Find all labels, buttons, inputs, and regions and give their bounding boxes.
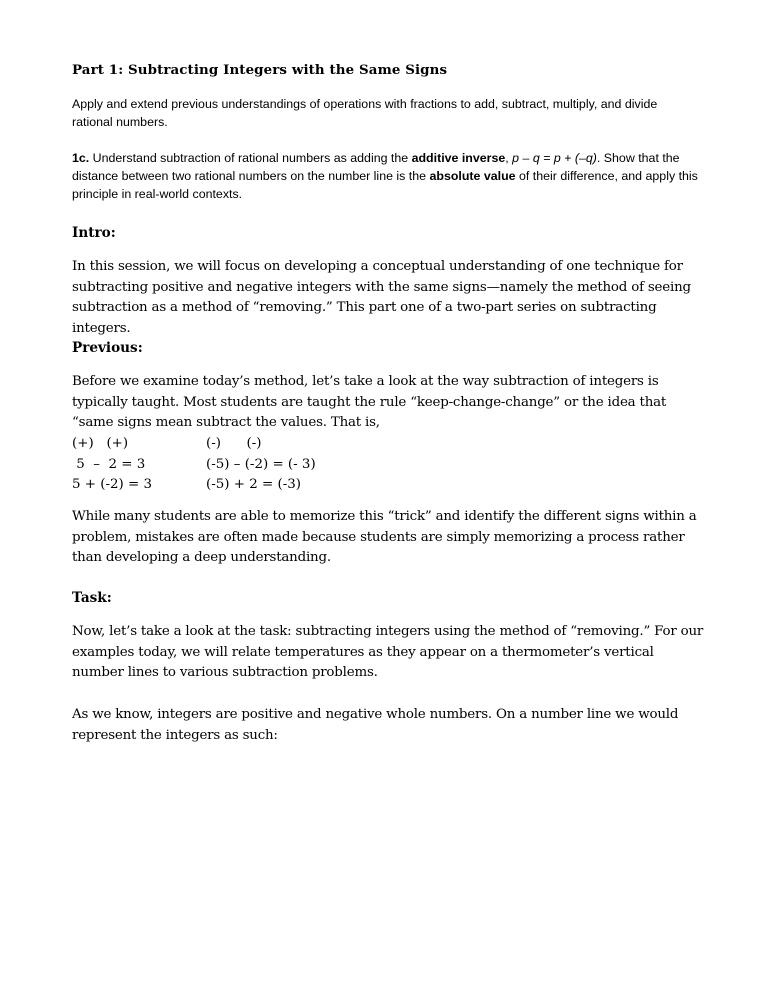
standard-block	[72, 149, 702, 203]
standard-code: 1c.	[72, 151, 90, 165]
term-additive-inverse: additive inverse	[411, 151, 506, 165]
standard-intro-text: Apply and extend previous understandings of operations with fractions to add, subtract, multiply, and divide rational numbers.	[72, 97, 658, 129]
task-body-1: Now, let’s take a look at the task: subtracting integers using the method of “removing.” For our examples today, we will relate temperatures as they appear on a thermometer’s vertical number lines to various subtraction problems.	[72, 624, 704, 680]
example-same-signs-negative	[206, 434, 316, 496]
task-body-2-wrap	[72, 705, 704, 746]
example-right-line-3: (-5) + 2 = (-3)	[206, 477, 301, 492]
standard-text-d: of their difference, and apply this principle in real-world contexts.	[72, 169, 698, 201]
intro-section	[72, 225, 712, 241]
example-same-signs-positive	[72, 434, 152, 496]
previous-after-wrap	[72, 507, 704, 569]
example-left-line-1: (+) (+)	[72, 436, 129, 451]
previous-heading: Previous:	[72, 340, 143, 356]
task-section	[72, 590, 712, 606]
task-heading: Task:	[72, 590, 112, 606]
standard-intro	[72, 95, 700, 131]
standard-text-a: Understand subtraction of rational numbers as adding the	[89, 151, 412, 165]
previous-after: While many students are able to memorize this “trick” and identify the different signs within a problem, mistakes are often made because students are simply memorizing a process rather than developing a deep understanding.	[72, 509, 697, 565]
previous-body-wrap	[72, 372, 704, 434]
example-left-line-2: 5 – 2 = 3	[72, 456, 146, 472]
intro-body-wrap	[72, 257, 704, 339]
example-left-line-3: 5 + (-2) = 3	[72, 477, 152, 492]
intro-body: In this session, we will focus on developing a conceptual understanding of one technique for subtracting positive and negative integers with the same signs—namely the method of seeing subtraction as a method of “removing.” This part one of a two-part series on subtracting integers.	[72, 259, 691, 336]
previous-body: Before we examine today’s method, let’s take a look at the way subtraction of integers is typically taught. Most students are taught the rule “keep-change-change” or the idea that “same signs mean subtract the values. That is,	[72, 374, 667, 430]
standard-text-b: ,	[505, 151, 513, 165]
example-right-line-1: (-) (-)	[206, 436, 262, 451]
previous-section	[72, 340, 712, 356]
standard-text	[72, 149, 702, 203]
task-body-2: As we know, integers are positive and negative whole numbers. On a number line we would represent the integers as such:	[72, 707, 679, 743]
part-title: Part 1: Subtracting Integers with the Same Signs	[72, 62, 448, 78]
intro-heading: Intro:	[72, 225, 116, 241]
example-right-line-2: (-5) – (-2) = (- 3)	[206, 456, 316, 472]
term-absolute-value: absolute value	[429, 169, 516, 183]
task-body-1-wrap	[72, 622, 704, 684]
standard-formula: p – q = p + (–q)	[512, 151, 597, 165]
document-header	[72, 62, 712, 78]
standard-text-c: . Show that the distance between two rational numbers on the number line is the	[72, 151, 680, 183]
